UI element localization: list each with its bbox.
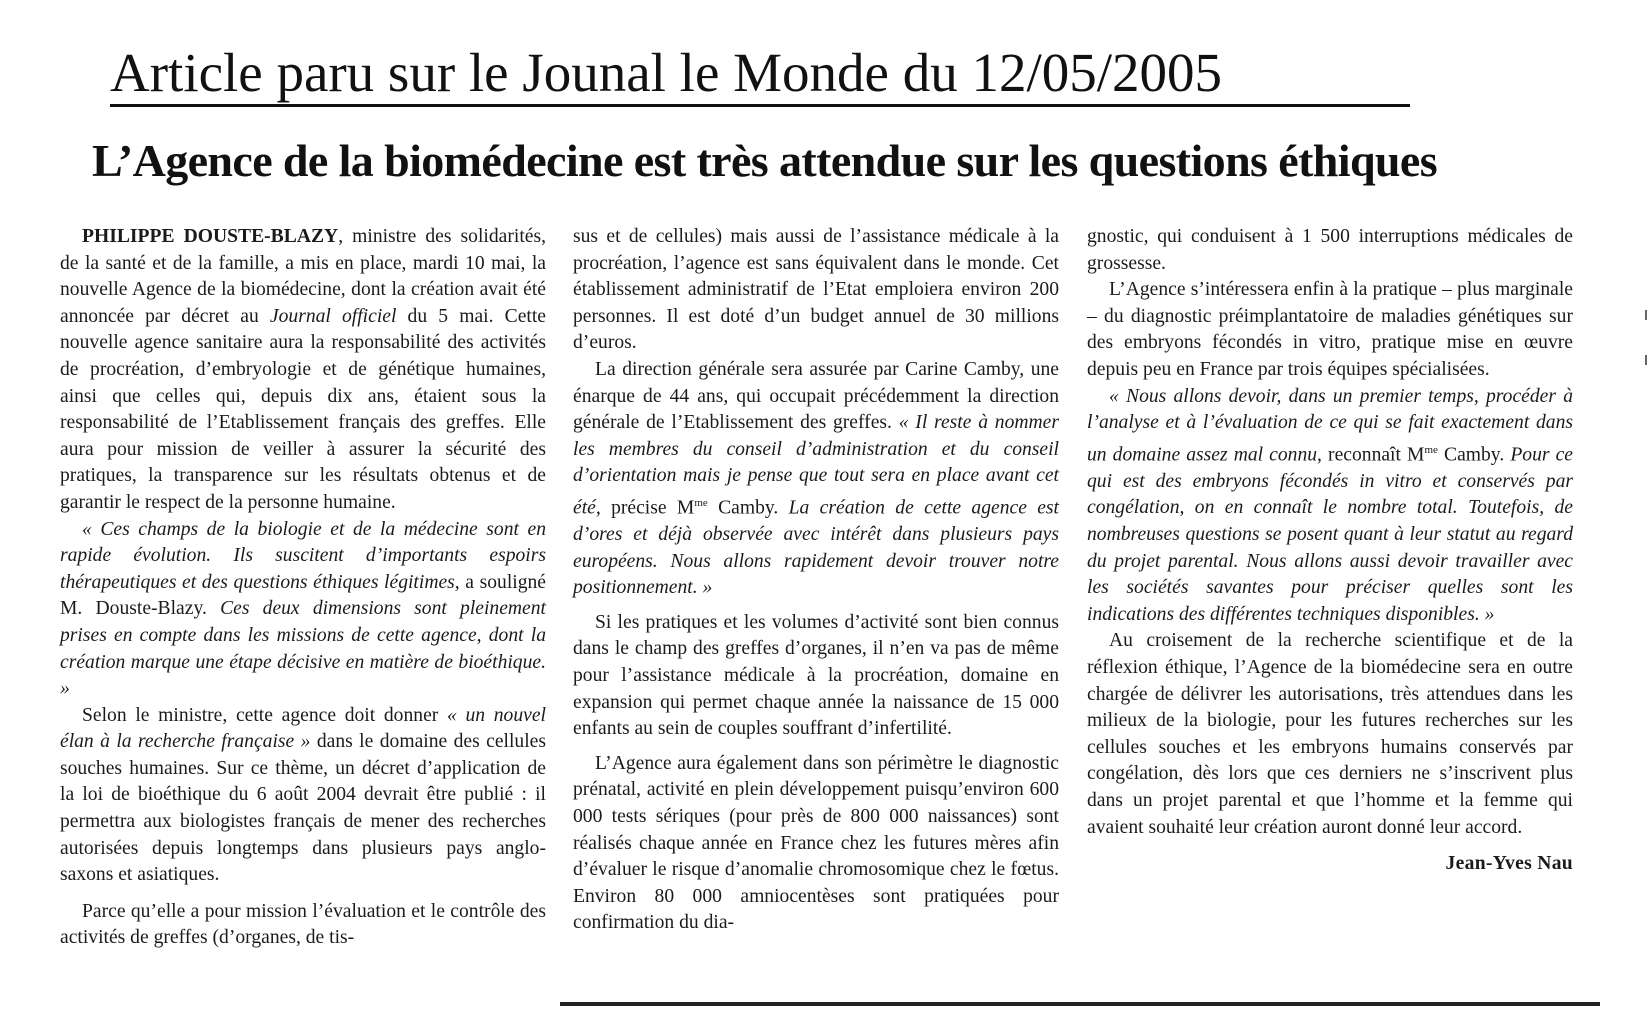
paragraph: [1087, 384, 1573, 629]
bottom-rule: [560, 1002, 1600, 1006]
paragraph: [60, 899, 546, 952]
text: La direction générale sera assurée par Carine Camby, une énarque de 44 ans, qui occupait précédemment la direction générale de l’Etablissement des greffes.: [573, 358, 1059, 434]
text: Selon le ministre, cette agence doit donner: [82, 704, 447, 726]
text: L’Agence s’intéressera enfin à la pratique – plus marginale – du diagnostic préimplantatoire de maladies génétiques sur des embryons fécondés in vitro, pratique mise en œuvre depuis peu en France par trois équipes spécialisées.: [1087, 279, 1573, 380]
paragraph: [60, 517, 546, 703]
superscript: me: [1424, 443, 1438, 456]
paragraph: [1087, 628, 1573, 841]
article-column-3: [1087, 224, 1573, 878]
text: Si les pratiques et les volumes d’activité sont bien connus dans le champ des greffes d’organes, il n’en va pas de même pour l’assistance médicale à la procréation, domaine en expansion qui permet chaque année la naissance de 15 000 enfants au sein de couples souffrant d’infertilité.: [573, 611, 1059, 740]
quote: « Ces champs de la biologie et de la médecine sont en rapide évolution. Ils suscitent d’importants espoirs thérapeutiques et des questions éthiques légitimes,: [60, 518, 546, 593]
quote: « Nous allons devoir, dans un premier temps, procéder à l’analyse et à l’évaluation de ce qui se fait exactement dans un domaine assez mal connu,: [1087, 385, 1573, 466]
page-title: Article paru sur le Jounal le Monde du 12/05/2005: [110, 42, 1223, 103]
paragraph: [60, 224, 546, 517]
quote: Pour ce qui est des embryons fécondés in vitro et conservés par congélation, on en connaît le nombre total. Toutefois, de nombreuses questions se posent quant à leur statut au regard du projet parental. Nous allons aussi devoir travailler avec les sociétés savantes pour préciser quelles sont les indications des différentes techniques disponibles. »: [1087, 444, 1573, 625]
quote: « un nouvel élan à la recherche française »: [60, 704, 546, 753]
text: , ministre des solidarités, de la santé et de la famille, a mis en place, mardi 10 mai, la nouvelle Agence de la biomédecine, dont la création avait été annoncée par décret au: [60, 226, 546, 327]
superscript: me: [694, 496, 708, 509]
paragraph: [573, 751, 1059, 937]
quote: « Il reste à nommer les membres du conseil d’administration et du conseil d’orientation mais je pense que tout sera en place avant cet été,: [573, 412, 1059, 519]
paragraph: [1087, 224, 1573, 277]
text: reconnaît M: [1321, 444, 1425, 466]
text: du 5 mai. Cette nouvelle agence sanitaire aura la responsabilité des activités de procréation, d’embryologie et de génétique humaines, ainsi que celles qui, depuis dix ans, étaient sous la responsabilité de l’Etablissement français des greffes. Elle aura pour mission de veiller à assurer la sécurité des pratiques, la transparence sur les résultats obtenus et de garantir le respect de la personne humaine.: [60, 305, 547, 513]
text: dans le domaine des cellules souches humaines. Sur ce thème, un décret d’application de la loi de bioéthique du 6 août 2004 devrait être publié : il permettra aux biologistes français de mener des recherches autorisées depuis longtemps dans plusieurs pays anglo-saxons et asiatiques.: [60, 731, 546, 886]
article-headline: L’Agence de la biomédecine est très attendue sur les questions éthiques: [92, 135, 1438, 186]
author-signature: Jean-Yves Nau: [1445, 853, 1573, 875]
text: L’Agence aura également dans son périmètre le diagnostic prénatal, activité en plein développement puisqu’environ 600 000 tests sériques (pour près de 800 000 naissances) sont réalisés chaque année en France chez les futures mères afin d’évaluer le risque d’anomalie chromosomique chez le fœtus. Environ 80 000 amniocentèses sont pratiquées pour confirmation du dia-: [573, 752, 1059, 934]
scan-edge-mark: [1645, 355, 1647, 365]
article-column-1: [60, 224, 546, 952]
text: sus et de cellules) mais aussi de l’assistance médicale à la procréation, l’agence est sans équivalent dans le monde. Cet établissement administratif de l’Etat emploiera environ 200 personnes. Il est doté d’un budget annuel de 30 millions d’euros.: [573, 226, 1059, 354]
title-underline: [110, 104, 1410, 107]
text: a souligné M. Douste-Blazy.: [60, 571, 547, 620]
paragraph: [60, 703, 546, 889]
paragraph: [573, 357, 1059, 602]
quote: Ces deux dimensions sont pleinement prises en compte dans les missions de cette agence, dont la création marque une étape décisive en matière de bioéthique. »: [60, 598, 546, 700]
article-column-2: [573, 224, 1059, 937]
author-name-lead: PHILIPPE DOUSTE-BLAZY: [82, 226, 339, 247]
scan-edge-mark: [1645, 310, 1647, 320]
text: Camby.: [707, 497, 789, 519]
text: Parce qu’elle a pour mission l’évaluation et le contrôle des activités de greffes (d’organes, de tis-: [60, 900, 546, 949]
quote: La création de cette agence est d’ores et déjà observée avec intérêt dans plusieurs pays européens. Nous allons rapidement devoir trouver notre positionnement. »: [573, 497, 1060, 599]
paragraph: [573, 610, 1059, 743]
italic-text: Journal officiel: [269, 305, 397, 327]
paragraph: [573, 224, 1059, 357]
text: gnostic, qui conduisent à 1 500 interruptions médicales de grossesse.: [1087, 226, 1573, 274]
paragraph: [1087, 277, 1573, 383]
text: précise M: [600, 497, 695, 519]
text: Au croisement de la recherche scientifique et de la réflexion éthique, l’Agence de la biomédecine sera en outre chargée de délivrer les autorisations, très attendues dans les milieux de la biologie, pour les futures recherches sur les cellules souches et les embryons humains conservés par congélation, dès lors que ces derniers ne s’inscrivent plus dans un projet parental et que l’homme et la femme qui avaient souhaité leur création auront donné leur accord.: [1087, 630, 1573, 838]
text: Camby.: [1437, 444, 1511, 466]
